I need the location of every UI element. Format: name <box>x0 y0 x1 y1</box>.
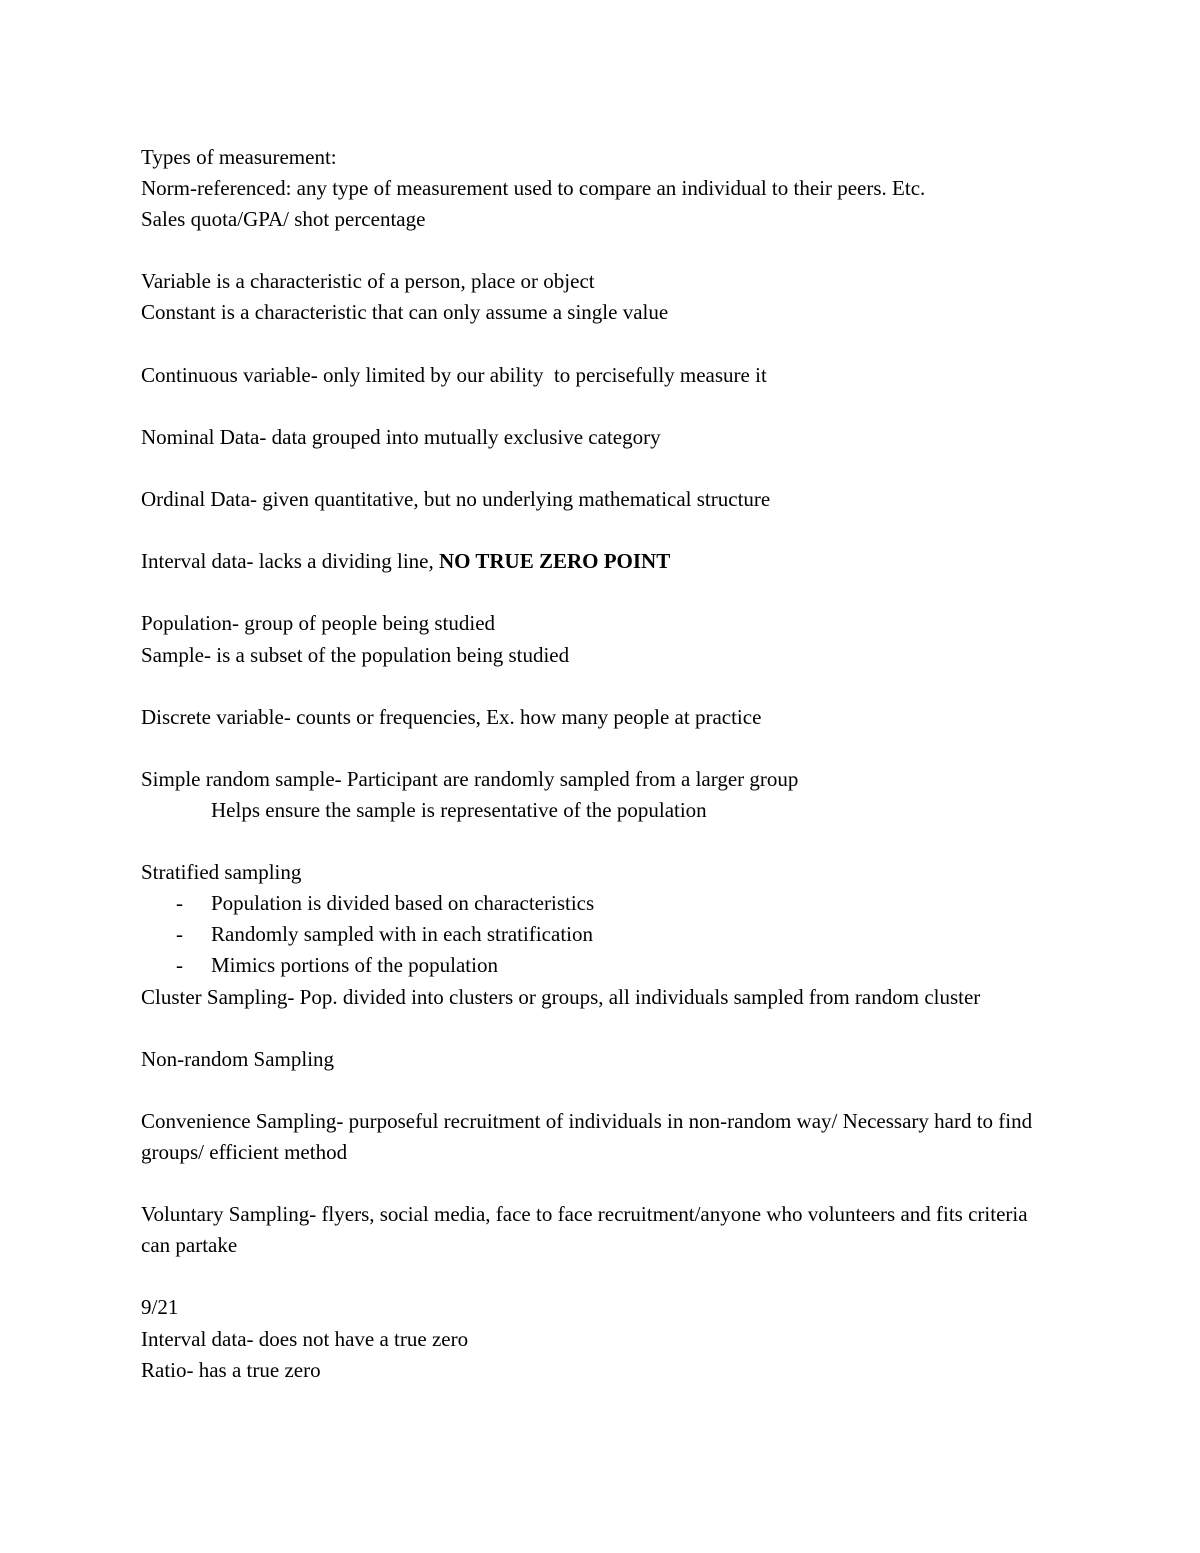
ratio-data-note: Ratio- has a true zero <box>141 1357 321 1382</box>
spacer <box>141 1013 1041 1044</box>
stratified-sampling-list <box>141 888 1041 981</box>
variable-definition: Variable is a characteristic of a person, place or object <box>141 269 595 294</box>
interval-data-emphasis: NO TRUE ZERO POINT <box>438 549 671 574</box>
spacer <box>141 733 1041 764</box>
date-heading: 9/21 <box>141 1295 179 1320</box>
bullet-dash: - <box>176 922 183 947</box>
bullet-dash: - <box>176 891 183 916</box>
ordinal-data-definition: Ordinal Data- given quantitative, but no underlying mathematical structure <box>141 487 771 512</box>
spacer <box>141 577 1041 608</box>
convenience-sampling-definition: Convenience Sampling- purposeful recruitment of individuals in non-random way/ Necessary hard to find groups/ efficient method <box>141 1108 1033 1164</box>
continuous-variable-definition: Continuous variable- only limited by our ability to percisefully measure it <box>141 362 767 387</box>
discrete-variable-definition: Discrete variable- counts or frequencies, Ex. how many people at practice <box>141 704 762 729</box>
spacer <box>141 671 1041 702</box>
bullet-dash: - <box>176 953 183 978</box>
stratified-sampling-heading: Stratified sampling <box>141 860 302 885</box>
interval-data-text: Interval data- lacks a dividing line, <box>141 549 439 574</box>
spacer <box>141 329 1041 360</box>
list-item-text: Population is divided based on characteristics <box>211 891 595 916</box>
non-random-sampling-heading: Non-random Sampling <box>141 1046 335 1071</box>
sample-definition: Sample- is a subset of the population being studied <box>141 642 570 667</box>
simple-random-sample-definition: Simple random sample- Participant are randomly sampled from a larger group <box>141 766 799 791</box>
cluster-sampling-definition: Cluster Sampling- Pop. divided into clusters or groups, all individuals sampled from random cluster <box>141 984 981 1009</box>
nominal-data-definition: Nominal Data- data grouped into mutually exclusive category <box>141 424 661 449</box>
list-item-text: Mimics portions of the population <box>211 953 498 978</box>
constant-definition: Constant is a characteristic that can only assume a single value <box>141 300 669 325</box>
simple-random-sample-note: Helps ensure the sample is representative of the population <box>211 797 707 822</box>
document-body <box>141 142 1041 1386</box>
interval-data-note: Interval data- does not have a true zero <box>141 1326 469 1351</box>
list-item <box>141 950 1041 981</box>
list-item <box>141 888 1041 919</box>
spacer <box>141 826 1041 857</box>
norm-referenced-examples: Sales quota/GPA/ shot percentage <box>141 207 426 232</box>
norm-referenced-definition: Norm-referenced: any type of measurement used to compare an individual to their peers. Etc. <box>141 176 926 201</box>
list-item-text: Randomly sampled with in each stratification <box>211 922 593 947</box>
list-item <box>141 919 1041 950</box>
spacer <box>141 391 1041 422</box>
spacer <box>141 1261 1041 1292</box>
spacer <box>141 453 1041 484</box>
spacer <box>141 235 1041 266</box>
voluntary-sampling-definition: Voluntary Sampling- flyers, social media, face to face recruitment/anyone who volunteers and fits criteria can partake <box>141 1202 1028 1258</box>
spacer <box>141 1168 1041 1199</box>
spacer <box>141 515 1041 546</box>
types-heading: Types of measurement: <box>141 145 337 169</box>
interval-data-definition <box>141 546 1041 577</box>
spacer <box>141 1075 1041 1106</box>
population-definition: Population- group of people being studied <box>141 611 496 636</box>
